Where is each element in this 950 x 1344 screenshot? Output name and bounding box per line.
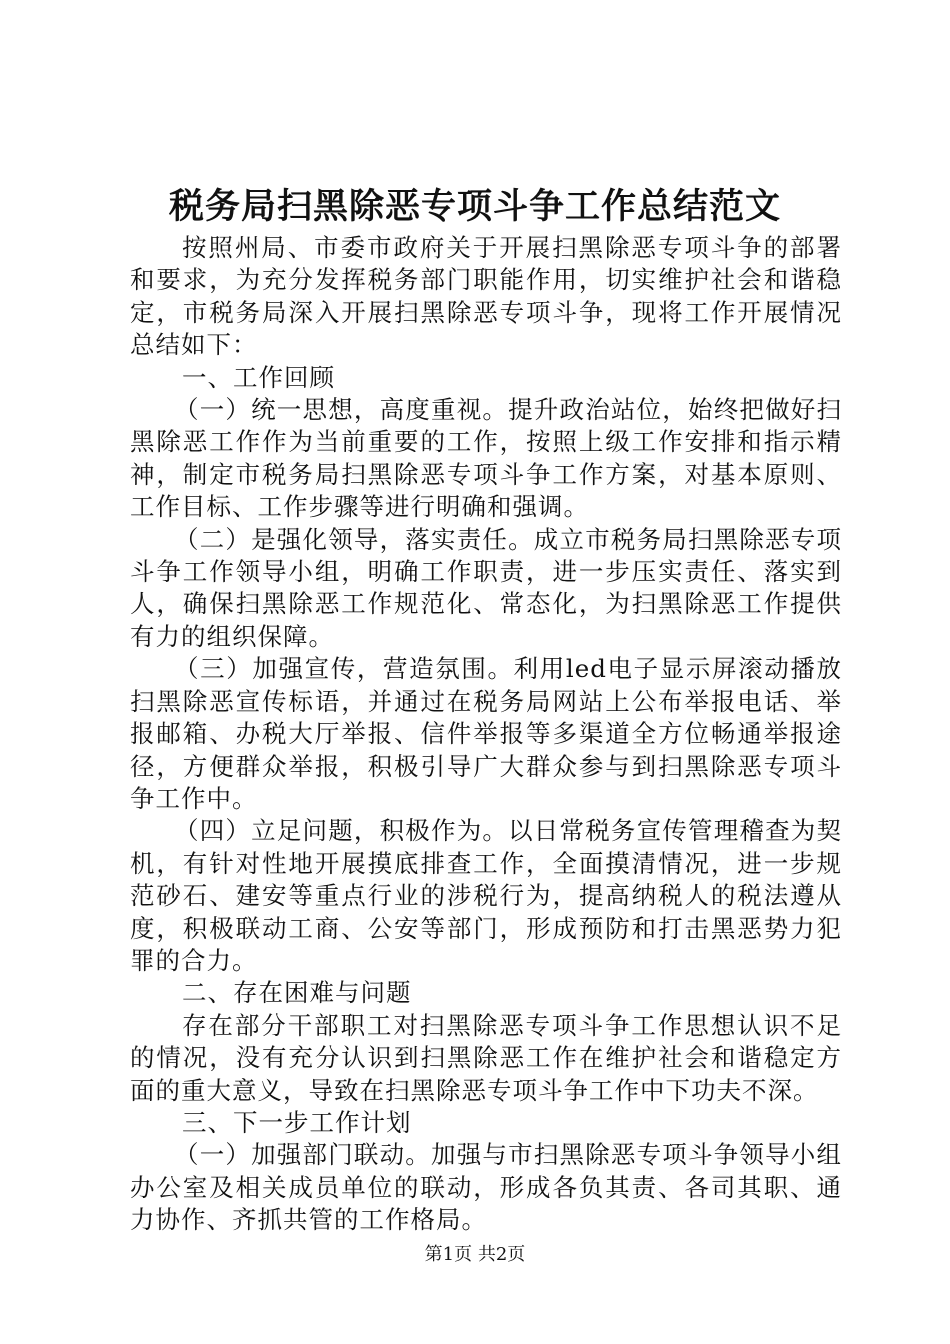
intro-paragraph: 按照州局、市委市政府关于开展扫黑除恶专项斗争的部署和要求，为充分发挥税务部门职能作用，切实维护社会和谐稳定，市税务局深入开展扫黑除恶专项斗争，现将工作开展情况总结如下： xyxy=(130,233,842,360)
plan-item-1: （一）加强部门联动。加强与市扫黑除恶专项斗争领导小组办公室及相关成员单位的联动，形成各负其责、各司其职、通力协作、齐抓共管的工作格局。 xyxy=(130,1140,842,1235)
document-body xyxy=(130,232,842,1237)
page-footer: 第1页 共2页 xyxy=(424,1244,526,1265)
review-item-2: （二）是强化领导，落实责任。成立市税务局扫黑除恶专项斗争工作领导小组，明确工作职责，进一步压实责任、落实到人，确保扫黑除恶工作规范化、常态化，为扫黑除恶工作提供有力的组织保障。 xyxy=(130,524,842,651)
section-heading-plan: 三、下一步工作计划 xyxy=(182,1107,412,1137)
problems-paragraph: 存在部分干部职工对扫黑除恶专项斗争工作思想认识不足的情况，没有充分认识到扫黑除恶工作在维护社会和谐稳定方面的重大意义，导致在扫黑除恶专项斗争工作中下功夫不深。 xyxy=(130,1010,842,1105)
section-heading-review: 一、工作回顾 xyxy=(182,362,335,392)
section-heading-problems: 二、存在困难与问题 xyxy=(182,978,412,1008)
review-item-4: （四）立足问题，积极作为。以日常税务宣传管理稽查为契机，有针对性地开展摸底排查工作，全面摸清情况，进一步规范砂石、建安等重点行业的涉税行为，提高纳税人的税法遵从度，积极联动工商、公安等部门，形成预防和打击黑恶势力犯罪的合力。 xyxy=(130,816,842,975)
review-item-3: （三）加强宣传，营造氛围。利用led电子显示屏滚动播放扫黑除恶宣传标语，并通过在税务局网站上公布举报电话、举报邮箱、办税大厅举报、信件举报等多渠道全方位畅通举报途径，方便群众举报，积极引导广大群众参与到扫黑除恶专项斗争工作中。 xyxy=(130,654,842,813)
document-title: 税务局扫黑除恶专项斗争工作总结范文 xyxy=(168,186,781,227)
review-item-1: （一）统一思想，高度重视。提升政治站位，始终把做好扫黑除恶工作作为当前重要的工作，按照上级工作安排和指示精神，制定市税务局扫黑除恶专项斗争工作方案，对基本原则、工作目标、工作步骤等进行明确和强调。 xyxy=(130,395,842,522)
